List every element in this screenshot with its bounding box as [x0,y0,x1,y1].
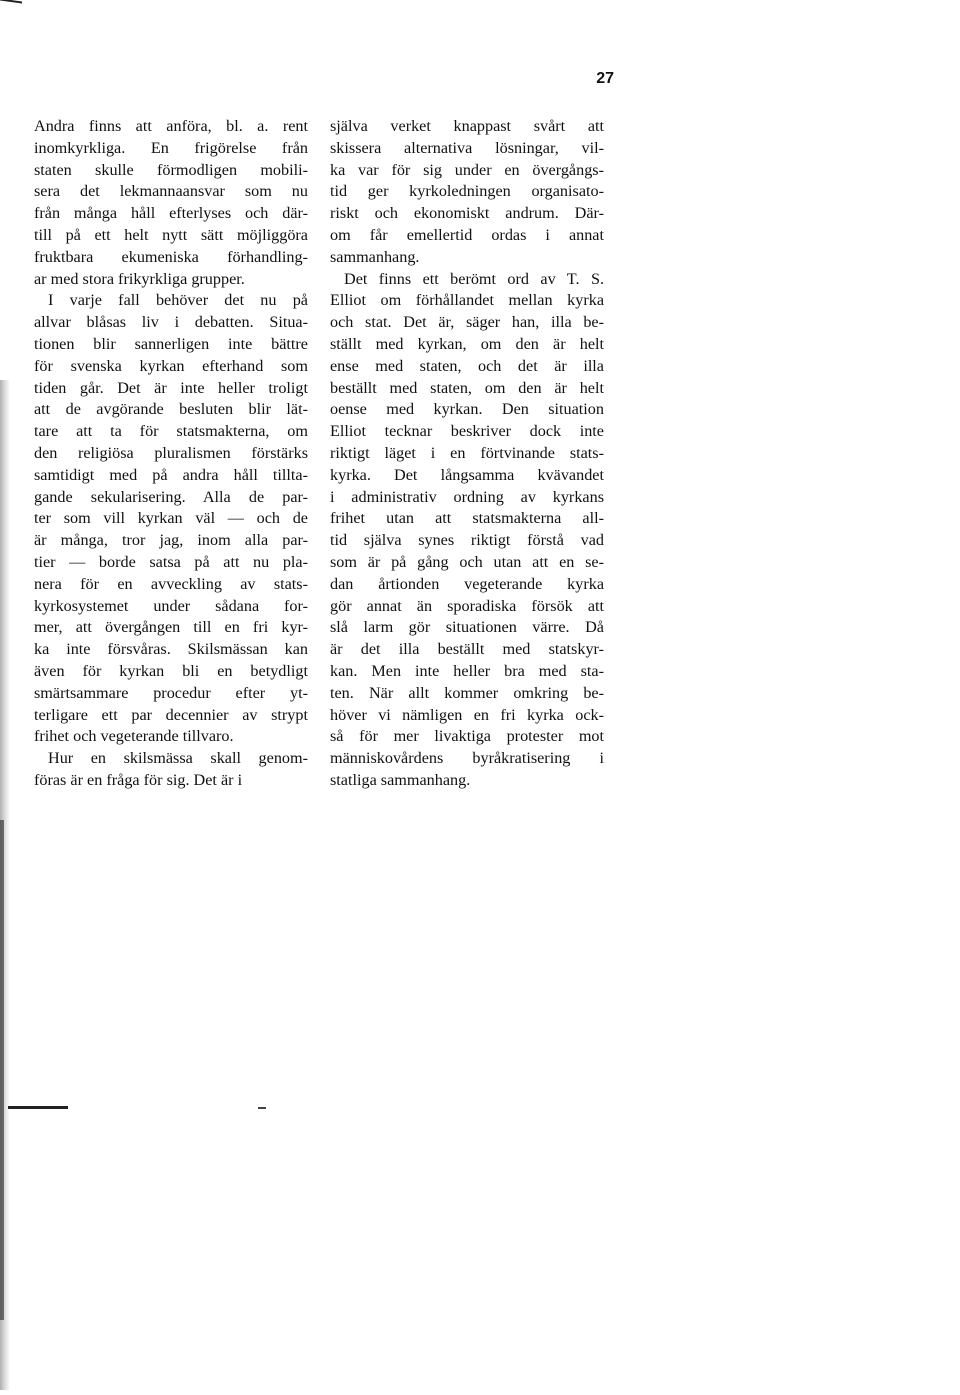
text-line: ka var för sig under en övergångs- [330,160,604,179]
text-line: frihet utan att statsmakterna all- [330,509,604,528]
text-line: riskt och ekonomiskt andrum. Där- [330,204,604,223]
text-line: inomkyrkliga. En frigörelse från [34,138,308,157]
text-line: allvar blåsas liv i debatten. Situa- [34,313,308,332]
text-line: ka inte försvåras. Skilsmässan kan [34,640,308,659]
page-number: 27 [596,70,614,87]
text-line: i administrativ ordning av kyrkans [330,487,604,506]
text-line: är det illa beställt med statskyr- [330,640,604,659]
text-line: för svenska kyrkan efterhand som [34,356,308,375]
text-line: så för mer livaktiga protester mot [330,727,604,746]
text-line: från många håll efterlyses och där- [34,204,308,223]
text-line: själva verket knappast svårt att [330,117,604,135]
scan-mark [8,1106,68,1109]
text-line: statliga sammanhang. [330,770,471,789]
text-line: riktigt läget i en förtvinande stats- [330,443,604,462]
text-line: tionen blir sannerligen inte bättre [34,334,308,353]
text-line: om får emellertid ordas i annat [330,225,604,244]
text-line: beställt med staten, om den är helt [330,378,604,397]
text-line: fruktbara ekumeniska förhandling- [34,247,308,266]
text-line: skissera alternativa lösningar, vil- [330,138,604,157]
text-line: ar med stora frikyrkliga grupper. [34,269,245,288]
text-line: gör annat än sporadiska försök att [330,596,604,615]
text-line: och stat. Det är, säger han, illa be- [330,313,604,332]
text-line: gande sekularisering. Alla de par- [34,487,308,506]
text-line: smärtsammare procedur efter yt- [34,683,308,702]
text-line: till på ett helt nytt sätt möjliggöra [34,225,308,244]
text-line: Elliot tecknar beskriver dock inte [330,422,604,441]
text-line: slå larm gör situationen värre. Då [330,618,604,637]
text-line: frihet och vegeterande tillvaro. [34,727,234,746]
text-line: tid själva synes riktigt förstå vad [330,531,604,550]
text-line: oense med kyrkan. Den situation [330,400,604,419]
text-line: I varje fall behöver det nu på [48,291,308,310]
text-line: är många, tror jag, inom alla par- [34,531,308,550]
text-line: tiden går. Det är inte heller troligt [34,378,308,397]
text-line: nera för en avveckling av stats- [34,574,308,593]
text-line: kyrka. Det långsamma kvävandet [330,465,604,484]
text-line: människovårdens byråkratisering i [330,749,604,768]
text-line: kyrkosystemet under sådana for- [34,596,308,615]
scan-mark-small [258,1107,266,1109]
left-column [34,116,308,792]
scan-edge-dark [0,820,4,1320]
scan-corner-mark [0,0,22,10]
right-column [330,116,604,792]
text-line: terligare ett par decennier av strypt [34,705,308,724]
text-line: Andra finns att anföra, bl. a. rent [34,117,308,135]
text-line: kan. Men inte heller bra med sta- [330,661,604,680]
text-line: tare att ta för statsmakterna, om [34,422,308,441]
text-line: även för kyrkan bli en betydligt [34,661,308,680]
text-line: mer, att övergången till en fri kyr- [34,618,308,637]
text-line: ställt med kyrkan, om den är helt [330,334,604,353]
text-line: sera det lekmannaansvar som nu [34,182,308,201]
text-line: Det finns ett berömt ord av T. S. [344,269,604,288]
text-line: föras är en fråga för sig. Det är i [34,770,243,789]
text-line: ense med staten, och det är illa [330,356,604,375]
text-line: att de avgörande besluten blir lät- [34,400,308,419]
text-line: staten skulle förmodligen mobili- [34,160,308,179]
text-line: ten. När allt kommer omkring be- [330,683,604,702]
text-line: ter som vill kyrkan väl — och de [34,509,308,528]
text-line: som är på gång och utan att en se- [330,552,604,571]
text-line: den religiösa pluralismen förstärks [34,443,308,462]
text-line: sammanhang. [330,247,420,266]
text-line: Hur en skilsmässa skall genom- [48,749,308,768]
text-line: tier — borde satsa på att nu pla- [34,552,308,571]
text-line: höver vi nämligen en fri kyrka ock- [330,705,604,724]
text-line: dan årtionden vegeterande kyrka [330,574,604,593]
text-line: samtidigt med på andra håll tillta- [34,465,308,484]
text-line: tid ger kyrkoledningen organisato- [330,182,604,201]
text-line: Elliot om förhållandet mellan kyrka [330,291,604,310]
